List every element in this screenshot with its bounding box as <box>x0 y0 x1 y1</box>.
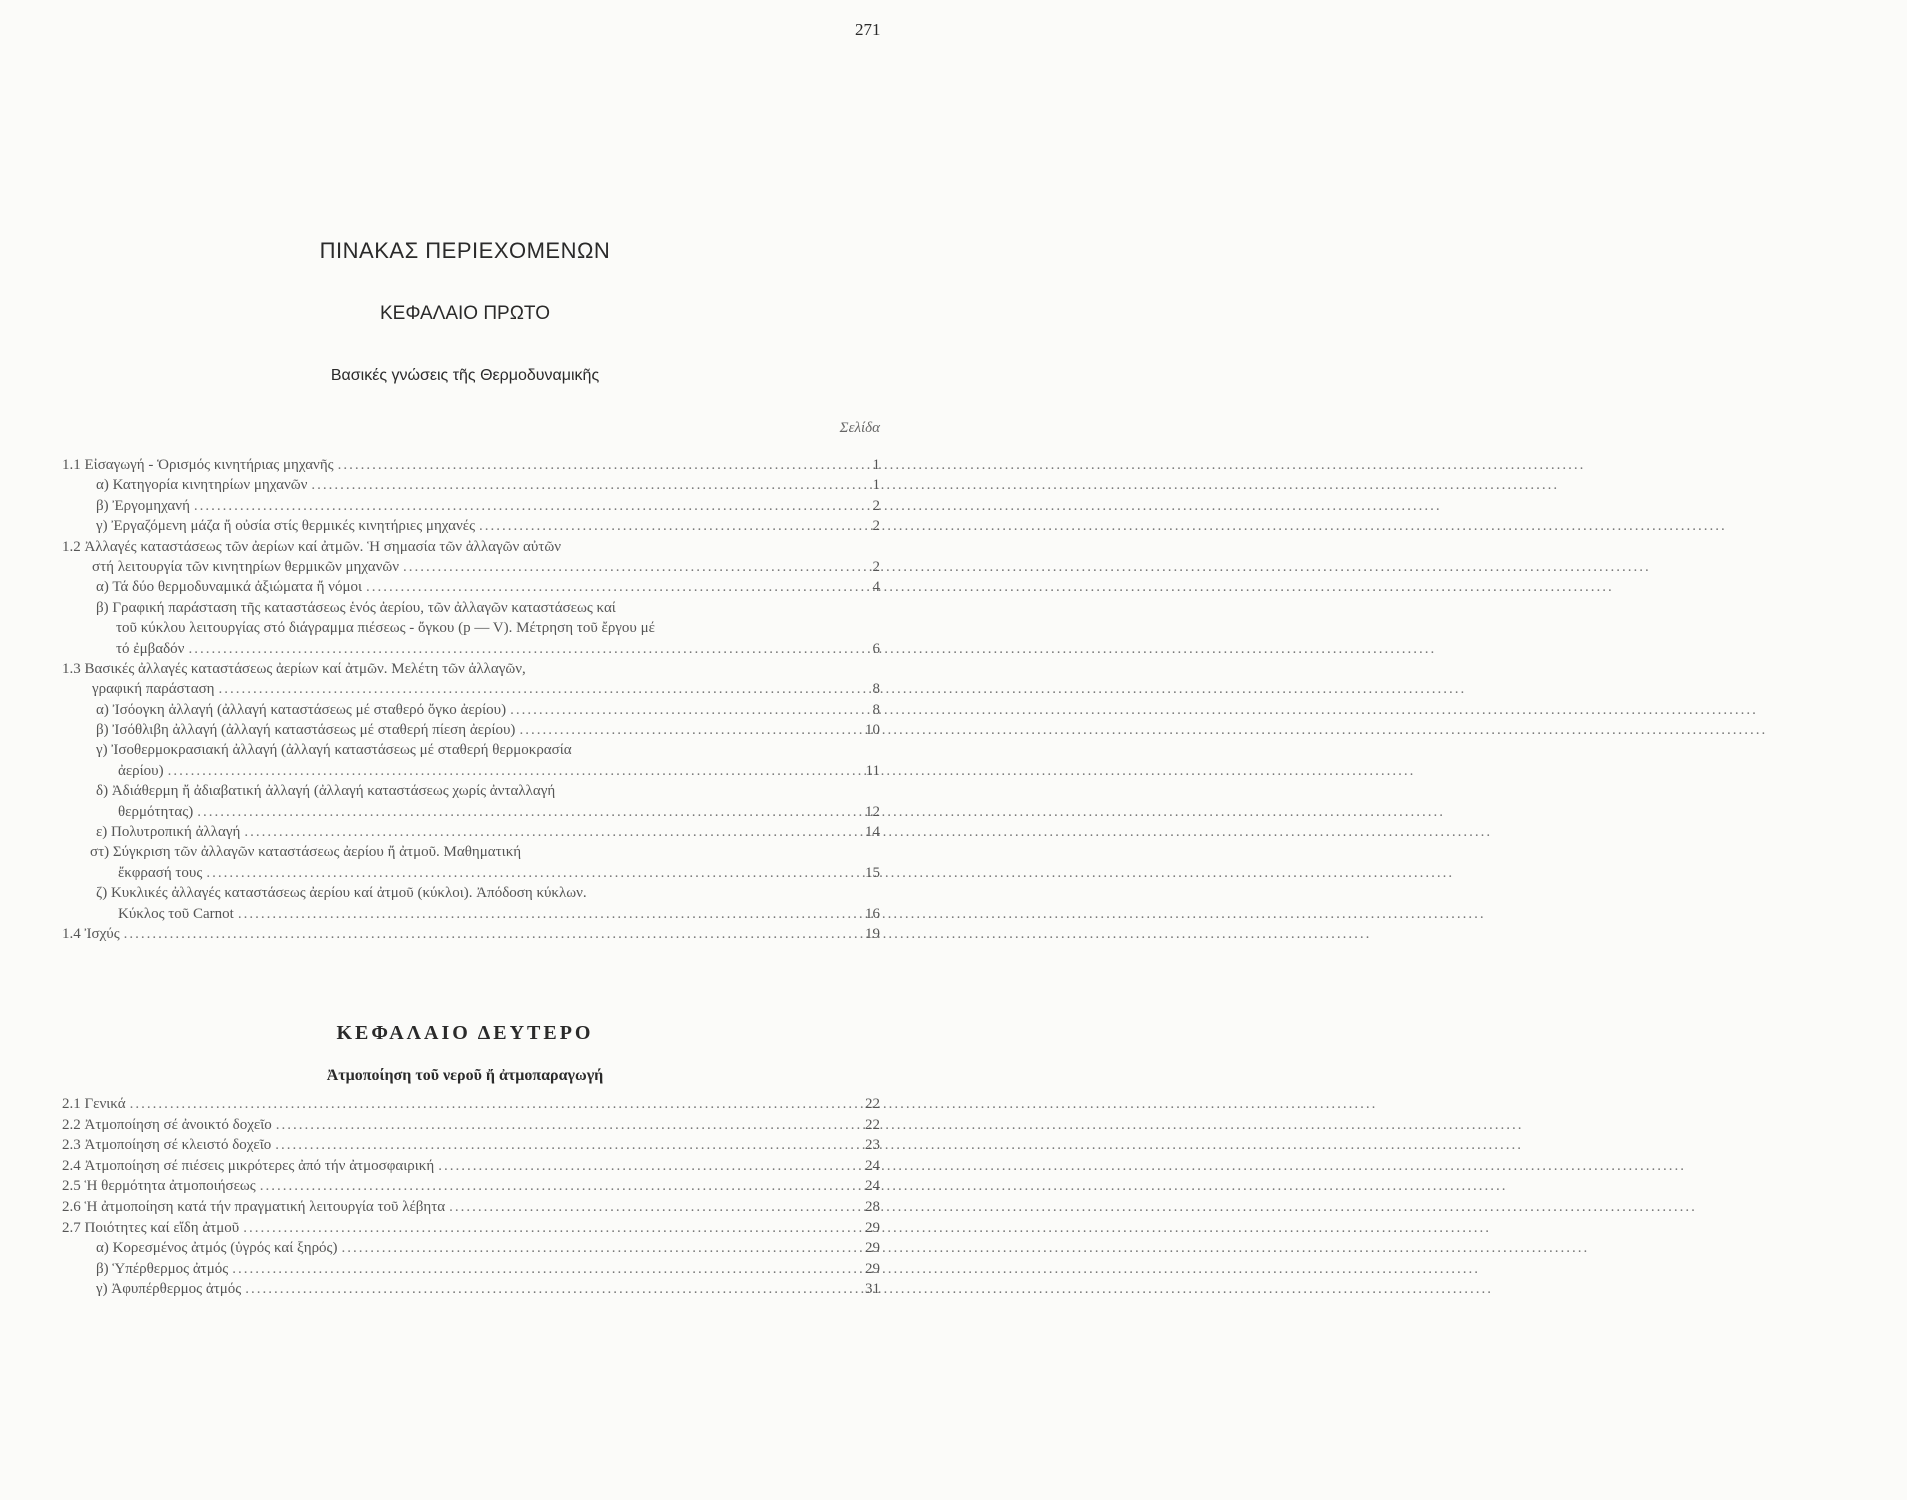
toc-entry-text: γ) Ἀφυπέρθερμος ἀτμός <box>96 1281 242 1298</box>
toc-entry-page: 2 <box>872 558 880 575</box>
toc-entry <box>0 455 986 475</box>
chapter-1-subtitle: Βασικές γνώσεις τῆς Θερμοδυναμικῆς <box>330 367 600 384</box>
toc-entry-page: 8 <box>872 701 880 718</box>
toc-entry-text: 2.1 Γενικά <box>62 1096 126 1112</box>
toc-entry <box>0 618 986 638</box>
toc-entry-text: β) Ἰσόθλιβη ἀλλαγή (ἀλλαγή καταστάσεως μέ σταθερή πίεση ἀερίου) <box>96 722 516 739</box>
toc-entry-text: 2.3 Ἀτμοποίηση σέ κλειστό δοχεῖο <box>62 1137 272 1154</box>
toc-entry-page: 1 <box>872 477 880 494</box>
page-number: 271 <box>855 20 881 39</box>
toc-entry <box>0 1156 986 1177</box>
toc-entry-text: α) Τά δύο θερμοδυναμικά ἀξιώματα ἤ νόμοι <box>96 579 363 596</box>
toc-entry <box>0 781 986 801</box>
toc-entry-text: γ) Ἐργαζόμενη μάζα ἤ οὐσία στίς θερμικές κινητήριες μηχανές <box>96 518 476 535</box>
chapter-1-heading: ΚΕΦΑΛΑΙΟ ΠΡΩΤΟ <box>380 303 550 324</box>
toc-entry <box>0 537 986 557</box>
toc-entry-text: Κύκλος τοῦ Carnot <box>118 905 234 922</box>
toc-entry <box>0 475 986 495</box>
toc-entry <box>0 904 986 924</box>
toc-entry-page: 19 <box>865 925 880 942</box>
toc-entry <box>0 1238 986 1259</box>
toc-entry-text: 2.6 Ἡ ἀτμοποίηση κατά τήν πραγματική λειτουργία τοῦ λέβητα <box>62 1198 446 1215</box>
toc-entry-text: 1.2 Ἀλλαγές καταστάσεως τῶν ἀερίων καί ἀτμῶν. Ἡ σημασία τῶν ἀλλαγῶν αὐτῶν <box>62 538 562 555</box>
toc-entry <box>0 557 986 577</box>
toc-entry <box>0 802 986 822</box>
toc-entry-text: θερμότητας) <box>118 803 194 820</box>
toc-entry <box>0 496 986 516</box>
toc-entry <box>0 1115 986 1136</box>
toc-entry <box>0 639 986 659</box>
toc-entry-text: δ) Ἀδιάθερμη ἤ ἀδιαβατική ἀλλαγή (ἀλλαγή καταστάσεως χωρίς ἀνταλλαγή <box>96 783 556 800</box>
toc-entry-text: 2.5 Ἡ θερμότητα ἀτμοποιήσεως <box>62 1178 256 1195</box>
chapter-2-toc <box>0 1094 986 1300</box>
toc-entry-text: 2.7 Ποιότητες καί εἴδη ἀτμοῦ <box>62 1219 240 1236</box>
chapter-1-toc <box>0 455 986 944</box>
toc-entry-page: 24 <box>865 1178 880 1195</box>
toc-entry-text: α) Ἰσόογκη ἀλλαγή (ἀλλαγή καταστάσεως μέ σταθερό ὄγκο ἀερίου) <box>96 701 507 718</box>
toc-entry-page: 8 <box>872 681 880 698</box>
toc-entry-page: 2 <box>872 497 880 514</box>
toc-entry-page: 4 <box>872 579 880 596</box>
toc-entry <box>0 1135 986 1156</box>
toc-entry-page: 14 <box>865 824 880 841</box>
toc-entry <box>0 1279 986 1300</box>
toc-entry <box>0 1176 986 1197</box>
toc-entry-text: ἔκφρασή τους <box>118 864 203 881</box>
toc-entry-page: 31 <box>865 1281 880 1298</box>
toc-entry <box>0 842 986 862</box>
toc-entry-page: 11 <box>865 762 880 779</box>
toc-entry-text: στ) Σύγκριση τῶν ἀλλαγῶν καταστάσεως ἀερίου ἤ ἀτμοῦ. Μαθηματική <box>90 844 522 861</box>
chapter-2-subtitle: Ἀτμοποίηση τοῦ νεροῦ ἤ ἀτμοπαραγωγή <box>326 1067 604 1084</box>
toc-entry-page: 2 <box>872 518 880 535</box>
toc-entry <box>0 740 986 760</box>
toc-entry-page: 24 <box>865 1157 880 1174</box>
chapter-2-heading: ΚΕΦΑΛΑΙΟ ΔΕΥΤΕΡΟ <box>336 1022 594 1044</box>
toc-entry-text: 2.2 Ἀτμοποίηση σέ ἀνοικτό δοχεῖο <box>62 1116 272 1133</box>
toc-entry <box>0 1094 986 1115</box>
toc-entry <box>0 822 986 842</box>
toc-entry-text: 2.4 Ἀτμοποίηση σέ πιέσεις μικρότερες ἀπό τήν ἀτμοσφαιρική <box>62 1157 435 1174</box>
toc-entry <box>0 577 986 597</box>
toc-entry-text: τό ἐμβαδόν <box>116 640 185 657</box>
toc-entry-page: 23 <box>865 1137 880 1154</box>
toc-entry-text: τοῦ κύκλου λειτουργίας στό διάγραμμα πιέσεως - ὄγκου (p — V). Μέτρηση τοῦ ἔργου μέ <box>116 620 655 637</box>
toc-entry-text: ζ) Κυκλικές ἀλλαγές καταστάσεως ἀερίου καί ἀτμοῦ (κύκλοι). Ἀπόδοση κύκλων. <box>96 885 587 902</box>
toc-entry-page: 29 <box>865 1240 880 1257</box>
toc-entry-text: 1.1 Εἰσαγωγή - Ὁρισμός κινητήριας μηχανῆς <box>62 457 334 473</box>
toc-entry <box>0 1259 986 1280</box>
toc-entry-page: 10 <box>865 722 880 739</box>
toc-entry-page: 1 <box>872 457 880 473</box>
toc-entry <box>0 720 986 740</box>
toc-entry-text: γ) Ἰσοθερμοκρασιακή ἀλλαγή (ἀλλαγή καταστάσεως μέ σταθερή θερμοκρασία <box>96 742 572 759</box>
toc-entry <box>0 516 986 536</box>
toc-entry-text: ε) Πολυτροπική ἀλλαγή <box>96 824 241 841</box>
toc-entry-page: 12 <box>865 803 880 820</box>
toc-entry <box>0 924 986 944</box>
toc-entry-text: α) Κορεσμένος ἀτμός (ὑγρός καί ξηρός) <box>96 1240 338 1257</box>
toc-entry-page: 6 <box>872 640 880 657</box>
toc-entry <box>0 1218 986 1239</box>
toc-entry <box>0 679 986 699</box>
toc-entry-page: 28 <box>865 1198 880 1215</box>
toc-entry-text: 1.4 Ἰσχύς <box>62 925 120 942</box>
toc-entry <box>0 700 986 720</box>
toc-entry <box>0 659 986 679</box>
page-title: ΠΙΝΑΚΑΣ ΠΕΡΙΕΧΟΜΕΝΩΝ <box>319 238 611 263</box>
toc-entry-page: 15 <box>865 864 880 881</box>
toc-entry-text: γραφική παράσταση <box>92 681 215 698</box>
toc-entry-text: β) Ὑπέρθερμος ἀτμός <box>96 1260 229 1277</box>
toc-entry <box>0 598 986 618</box>
toc-entry-page: 22 <box>865 1096 880 1112</box>
toc-entry <box>0 761 986 781</box>
toc-entry-text: ἀερίου) <box>118 762 164 779</box>
toc-entry-page: 29 <box>865 1260 880 1277</box>
toc-entry-text: β) Γραφική παράσταση τῆς καταστάσεως ἑνός ἀερίου, τῶν ἀλλαγῶν καταστάσεως καί <box>96 599 616 616</box>
page-column-label: Σελίδα <box>839 420 880 436</box>
toc-entry-text: στή λειτουργία τῶν κινητηρίων θερμικῶν μηχανῶν <box>92 558 400 575</box>
toc-entry-page: 22 <box>865 1116 880 1133</box>
toc-entry-text: β) Ἐργομηχανή <box>96 497 190 514</box>
toc-entry <box>0 1197 986 1218</box>
toc-entry-text: α) Κατηγορία κινητηρίων μηχανῶν <box>96 477 308 494</box>
toc-entry-page: 29 <box>865 1219 880 1236</box>
toc-entry-text: 1.3 Βασικές ἀλλαγές καταστάσεως ἀερίων καί ἀτμῶν. Μελέτη τῶν ἀλλαγῶν, <box>62 660 526 677</box>
toc-entry <box>0 863 986 883</box>
toc-entry-page: 16 <box>865 905 880 922</box>
toc-entry <box>0 883 986 903</box>
